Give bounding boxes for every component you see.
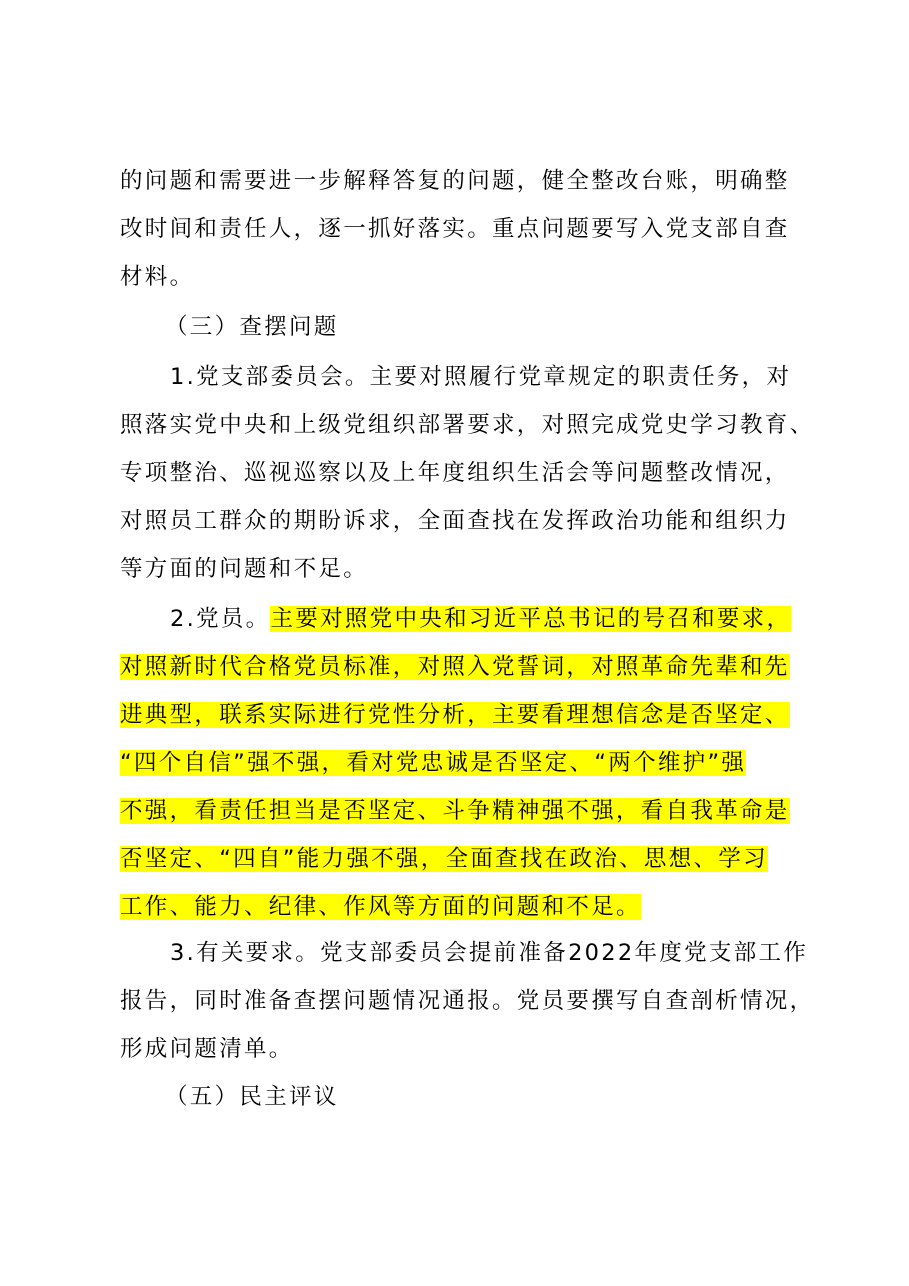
paragraph-line [170, 930, 909, 976]
paragraph-line [120, 788, 909, 834]
paragraph-line [120, 836, 909, 882]
paragraph-line [170, 354, 909, 400]
paragraph-line [120, 884, 909, 930]
line-text: 照落实党中央和上级党组织部署要求，对照完成党史学习教育、 [120, 412, 815, 438]
line-text: 报告，同时准备查摆问题情况通报。党员要撰写自查剖析情况， [120, 988, 815, 1014]
highlighted-text: 否坚定、“四自”能力强不强，全面查找在政治、思想、学习 [120, 846, 768, 872]
highlighted-text: 工作、能力、纪律、作风等方面的问题和不足。 [120, 894, 641, 920]
highlighted-text: 不强，看责任担当是否坚定、斗争精神强不强，看自我革命是 [120, 798, 790, 824]
section-heading [165, 304, 909, 350]
line-text: 的问题和需要进一步解释答复的问题，健全整改台账，明确整 [120, 168, 790, 194]
line-text: 材料。 [120, 264, 195, 290]
paragraph-line [120, 546, 909, 592]
paragraph-line [120, 158, 909, 204]
line-text: 1.党支部委员会。主要对照履行党章规定的职责任务，对 [170, 364, 792, 390]
paragraph-line [120, 206, 909, 252]
line-text: 对照员工群众的期盼诉求，全面查找在发挥政治功能和组织力 [120, 508, 790, 534]
paragraph-line [120, 978, 909, 1024]
line-text: 专项整治、巡视巡察以及上年度组织生活会等问题整改情况， [120, 460, 790, 486]
paragraph-line [120, 498, 909, 544]
highlighted-text: 主要对照党中央和习近平总书记的号召和要求， [270, 606, 792, 632]
highlighted-text: 进典型，联系实际进行党性分析，主要看理想信念是否坚定、 [120, 702, 790, 728]
paragraph-line [120, 402, 909, 448]
heading-text: （五）民主评议 [165, 1084, 339, 1110]
paragraph-line [120, 254, 909, 300]
paragraph-line [120, 692, 909, 738]
line-text: 2.党员。 [170, 606, 271, 632]
paragraph-line [120, 450, 909, 496]
line-text: 等方面的问题和不足。 [120, 556, 369, 582]
section-heading [165, 1074, 909, 1120]
heading-text: （三）查摆问题 [165, 314, 339, 340]
line-text: 改时间和责任人，逐一抓好落实。重点问题要写入党支部自查 [120, 216, 790, 242]
paragraph-line [170, 596, 909, 642]
paragraph-line [120, 740, 909, 786]
line-text: 3.有关要求。党支部委员会提前准备2022年度党支部工作 [170, 940, 809, 966]
paragraph-line [120, 644, 909, 690]
highlighted-text: 对照新时代合格党员标准，对照入党誓词，对照革命先辈和先 [120, 654, 790, 680]
paragraph-line [120, 1026, 909, 1072]
highlighted-text: “四个自信”强不强，看对党忠诚是否坚定、“两个维护”强 [120, 750, 747, 776]
line-text: 形成问题清单。 [120, 1036, 294, 1062]
